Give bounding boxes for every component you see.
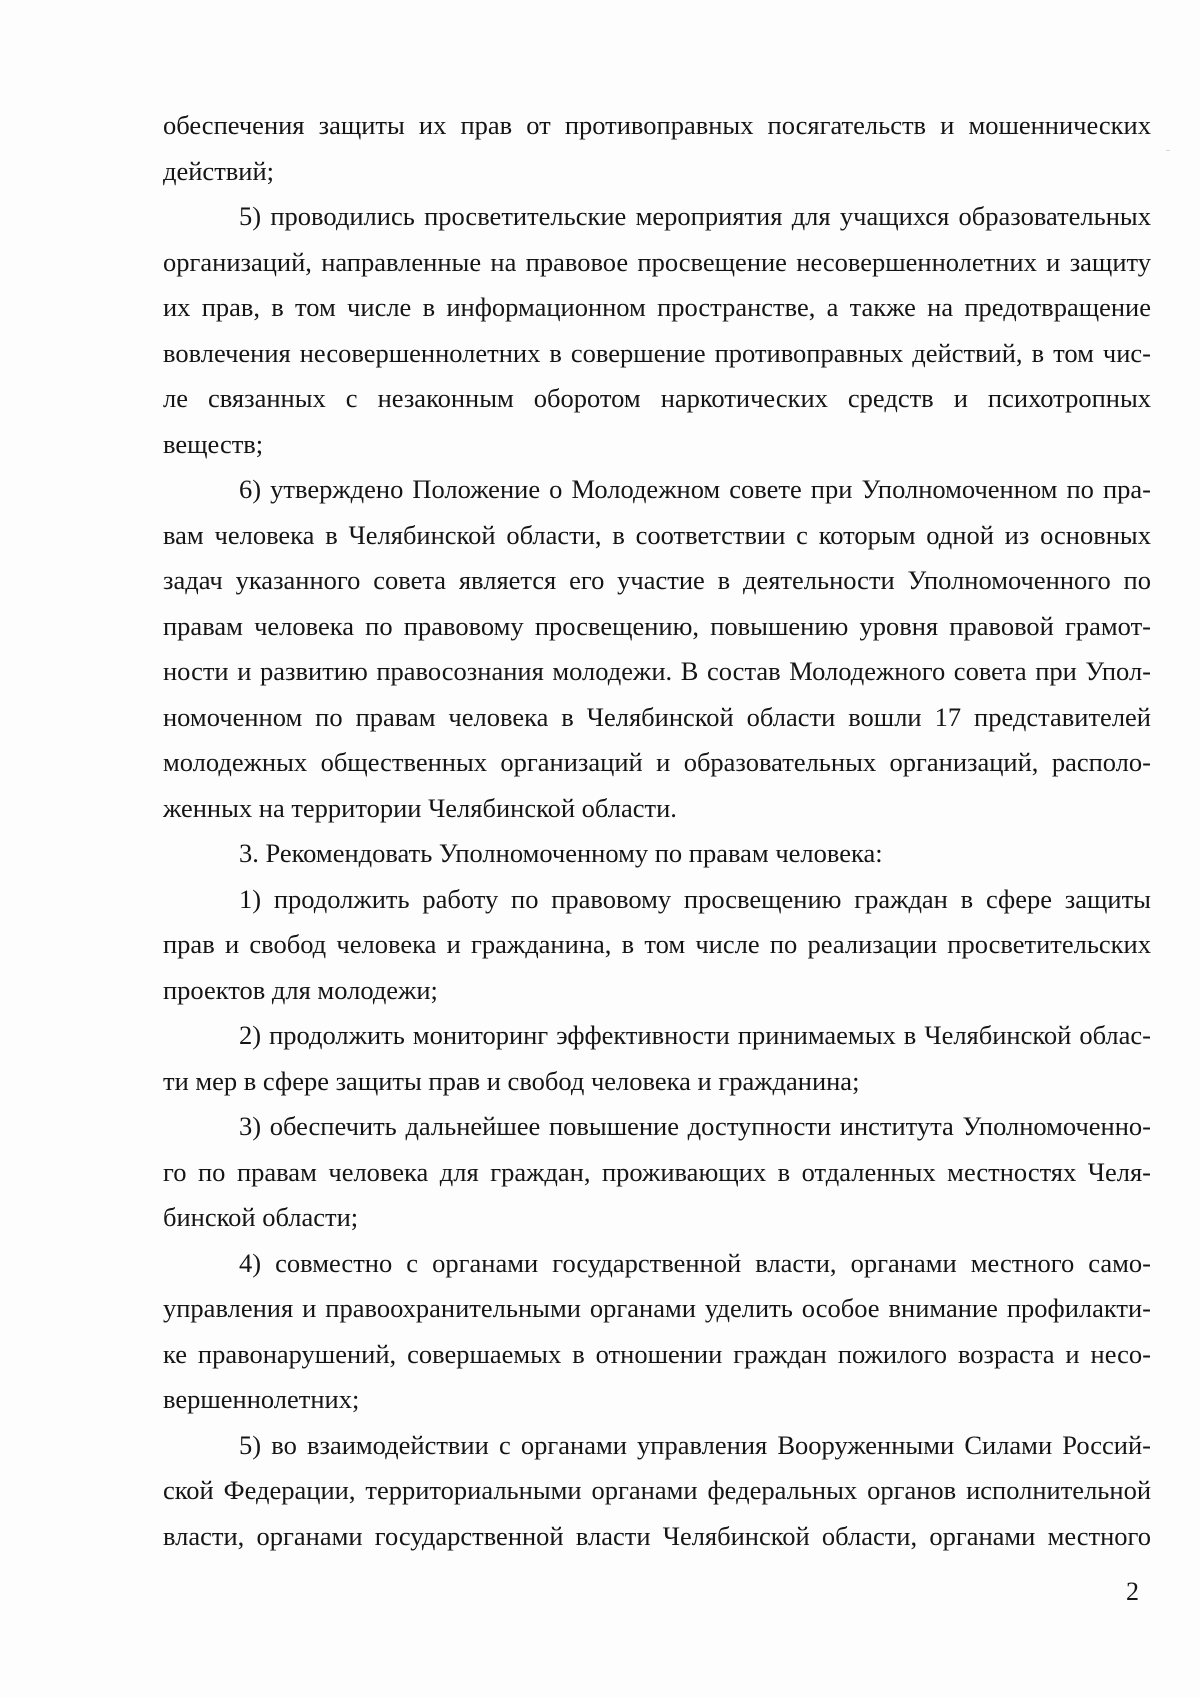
text-line: ке правонарушений, совершаемых в отношении граждан пожилого возраста и несо- bbox=[163, 1338, 1151, 1369]
text-line: 1) продолжить работу по правовому просвещению граждан в сфере защиты bbox=[239, 883, 1151, 914]
text-line: номоченном по правам человека в Челябинской области вошли 17 представителей bbox=[163, 701, 1151, 732]
text-line: действий; bbox=[163, 155, 275, 186]
document-body bbox=[163, 103, 1151, 1559]
text-line: прав и свобод человека и гражданина, в том числе по реализации просветительских bbox=[163, 929, 1151, 959]
text-line: обеспечения защиты их прав от противоправных посягательств и мошеннических bbox=[163, 110, 1151, 140]
text-line: 6) утверждено Положение о Молодежном совете при Уполномоченном по пра- bbox=[239, 474, 1151, 504]
text-line: ле связанных с незаконным оборотом наркотических средств и психотропных bbox=[163, 383, 1151, 413]
text-line: управления и правоохранительными органами уделить особое внимание профилакти- bbox=[163, 1293, 1151, 1323]
text-line: власти, органами государственной власти Челябинской области, органами местного bbox=[163, 1520, 1151, 1551]
scan-artifact bbox=[1166, 150, 1170, 151]
text-line: проектов для молодежи; bbox=[163, 974, 438, 1005]
text-line: молодежных общественных организаций и образовательных организаций, располо- bbox=[163, 747, 1151, 777]
text-line: 3. Рекомендовать Уполномоченному по правам человека: bbox=[239, 838, 883, 868]
text-line: вам человека в Челябинской области, в соответствии с которым одной из основных bbox=[163, 519, 1151, 550]
text-line: женных на территории Челябинской области. bbox=[163, 792, 677, 823]
text-line: бинской области; bbox=[163, 1202, 359, 1232]
text-line: задач указанного совета является его участие в деятельности Уполномоченного по bbox=[163, 565, 1151, 595]
text-line: го по правам человека для граждан, проживающих в отдаленных местностях Челя- bbox=[163, 1156, 1151, 1187]
text-line: вершеннолетних; bbox=[163, 1384, 360, 1414]
text-line: 5) проводились просветительские мероприятия для учащихся образовательных bbox=[239, 201, 1151, 231]
text-line: ти мер в сфере защиты прав и свобод человека и гражданина; bbox=[163, 1065, 860, 1096]
text-line: ности и развитию правосознания молодежи. В состав Молодежного совета при Упол- bbox=[163, 656, 1151, 686]
text-line: вовлечения несовершеннолетних в совершение противоправных действий, в том чис- bbox=[163, 337, 1151, 368]
text-line: 5) во взаимодействии с органами управления Вооруженными Силами Россий- bbox=[239, 1429, 1151, 1460]
text-line: 2) продолжить мониторинг эффективности принимаемых в Челябинской облас- bbox=[239, 1020, 1151, 1050]
text-line: их прав, в том числе в информационном пространстве, а также на предотвращение bbox=[163, 292, 1151, 322]
text-line: организаций, направленные на правовое просвещение несовершеннолетних и защиту bbox=[163, 246, 1151, 277]
text-line: веществ; bbox=[163, 428, 264, 459]
text-line: правам человека по правовому просвещению, повышению уровня правовой грамот- bbox=[163, 610, 1151, 641]
page-number: 2 bbox=[1126, 1577, 1139, 1606]
text-line: 3) обеспечить дальнейшее повышение доступности института Уполномоченно- bbox=[239, 1111, 1151, 1141]
text-line: ской Федерации, территориальными органами федеральных органов исполнительной bbox=[163, 1475, 1151, 1505]
text-line: 4) совместно с органами государственной власти, органами местного само- bbox=[239, 1247, 1151, 1278]
